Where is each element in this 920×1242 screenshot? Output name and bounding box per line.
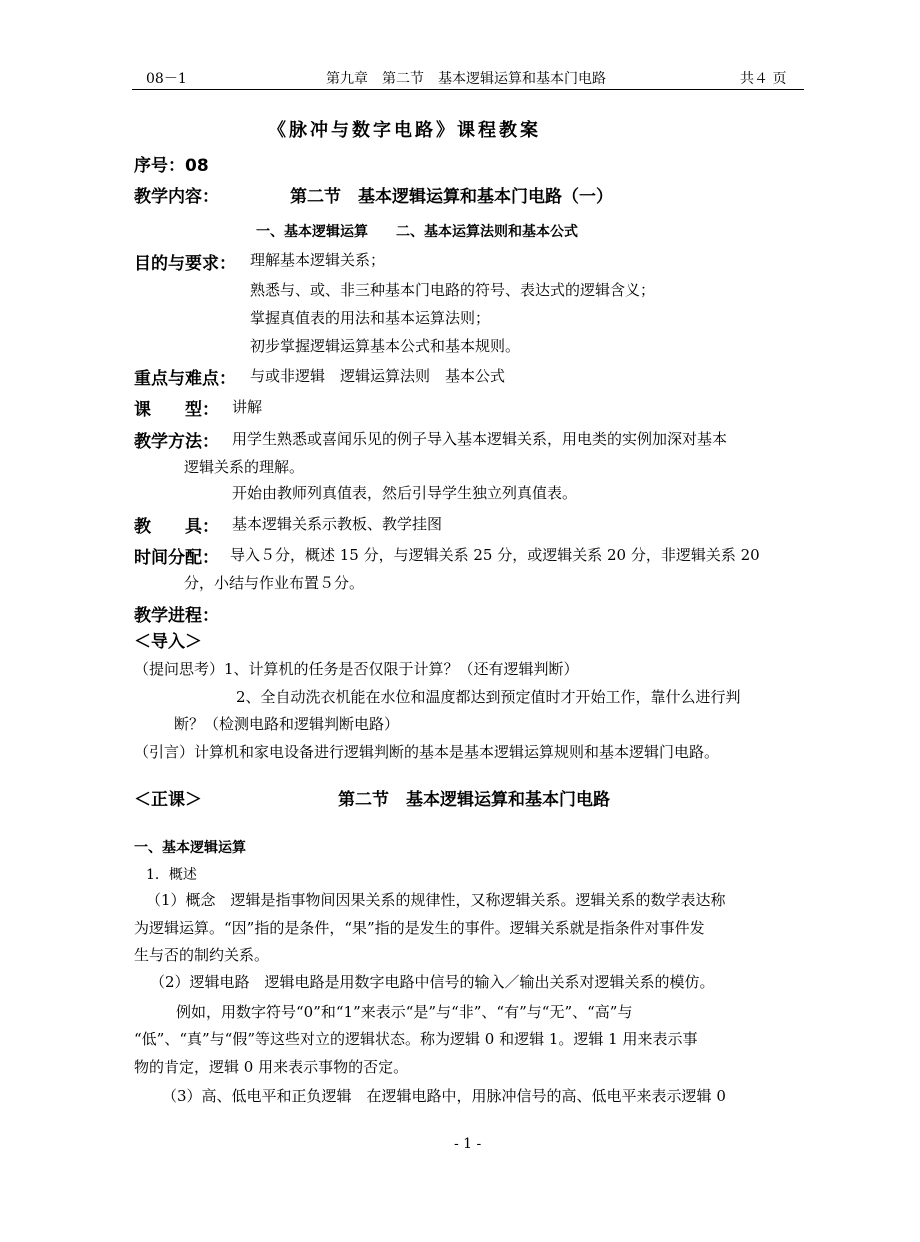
time-label: 时间分配： [134, 548, 219, 568]
content-label: 教学内容： [134, 187, 219, 207]
method-label: 教学方法： [134, 432, 219, 452]
intro-question: 2、全自动洗衣机能在水位和温度都达到预定值时才开始工作，靠什么进行判 [236, 688, 741, 706]
tools-value: 基本逻辑关系示教板、教学挂图 [232, 515, 443, 533]
tools-label: 教 具： [134, 517, 219, 537]
intro-lead: （引言）计算机和家电设备进行逻辑判断的基本是基本逻辑运算规则和基本逻辑门电路。 [134, 743, 720, 761]
header-pages: 共４ 页 [740, 71, 787, 87]
intro-heading: ＜导入＞ [134, 632, 202, 652]
document-title: 《脉冲与数字电路》课程教案 [268, 120, 541, 141]
paragraph-line: （2）逻辑电路 逻辑电路是用数字电路中信号的输入／输出关系对逻辑关系的模仿。 [150, 973, 715, 991]
paragraph-line: 生与否的制约关系。 [134, 946, 270, 964]
method-line: 开始由教师列真值表，然后引导学生独立列真值表。 [232, 484, 578, 502]
paragraph-line: 为逻辑运算。“因”指的是条件，“果”指的是发生的事件。逻辑关系就是指条件对事件发 [134, 919, 705, 937]
header-rule [132, 89, 804, 90]
goal-line: 理解基本逻辑关系； [250, 251, 386, 269]
paragraph-line: （3）高、低电平和正负逻辑 在逻辑电路中，用脉冲信号的高、低电平来表示逻辑 0 [162, 1087, 726, 1105]
paragraph-line: （1）概念 逻辑是指事物间因果关系的规律性，又称逻辑关系。逻辑关系的数学表达称 [146, 891, 726, 909]
type-label: 课 型： [134, 400, 219, 420]
intro-question: 断？（检测电路和逻辑判断电路） [174, 715, 400, 733]
content-subtopics: 一、基本逻辑运算 二、基本运算法则和基本公式 [256, 224, 578, 240]
keypoints-label: 重点与难点： [134, 369, 236, 389]
keypoints-value: 与或非逻辑 逻辑运算法则 基本公式 [250, 367, 506, 385]
goal-line: 初步掌握逻辑运算基本公式和基本规则。 [250, 337, 521, 355]
header-chapter: 第九章 第二节 基本逻辑运算和基本门电路 [326, 71, 606, 87]
time-line: 分，小结与作业布置５分。 [184, 574, 365, 592]
method-line: 用学生熟悉或喜闻乐见的例子导入基本逻辑关系，用电类的实例加深对基本 [232, 430, 728, 448]
paragraph-line: “低”、“真”与“假”等这些对立的逻辑状态。称为逻辑 0 和逻辑 1。逻辑 1 用来表示事 [134, 1030, 698, 1048]
method-line: 逻辑关系的理解。 [184, 458, 305, 476]
intro-question: （提问思考）1、计算机的任务是否仅限于计算？（还有逻辑判断） [134, 660, 579, 678]
paragraph-line: 例如，用数字符号“0”和“1”来表示“是”与“非”、“有”与“无”、“高”与 [176, 1003, 633, 1021]
type-value: 讲解 [232, 398, 263, 416]
progress-label: 教学进程： [134, 606, 219, 626]
serial-number: 序号：08 [134, 156, 209, 176]
main-heading: ＜正课＞ [134, 790, 202, 810]
main-title: 第二节 基本逻辑运算和基本门电路 [338, 790, 610, 810]
goal-line: 掌握真值表的用法和基本运算法则； [250, 309, 491, 327]
section-heading: 一、基本逻辑运算 [134, 840, 246, 856]
header-code: 08－1 [146, 71, 187, 87]
time-line: 导入５分，概述 15 分，与逻辑关系 25 分，或逻辑关系 20 分，非逻辑关系 20 [230, 546, 760, 564]
goal-line: 熟悉与、或、非三种基本门电路的符号、表达式的逻辑含义； [250, 281, 656, 299]
content-value: 第二节 基本逻辑运算和基本门电路（一） [290, 187, 613, 207]
goals-label: 目的与要求： [134, 254, 236, 274]
page-number: - 1 - [454, 1136, 482, 1152]
subsection-heading: 1．概述 [146, 867, 197, 883]
paragraph-line: 物的肯定，逻辑 0 用来表示事物的否定。 [134, 1058, 409, 1076]
